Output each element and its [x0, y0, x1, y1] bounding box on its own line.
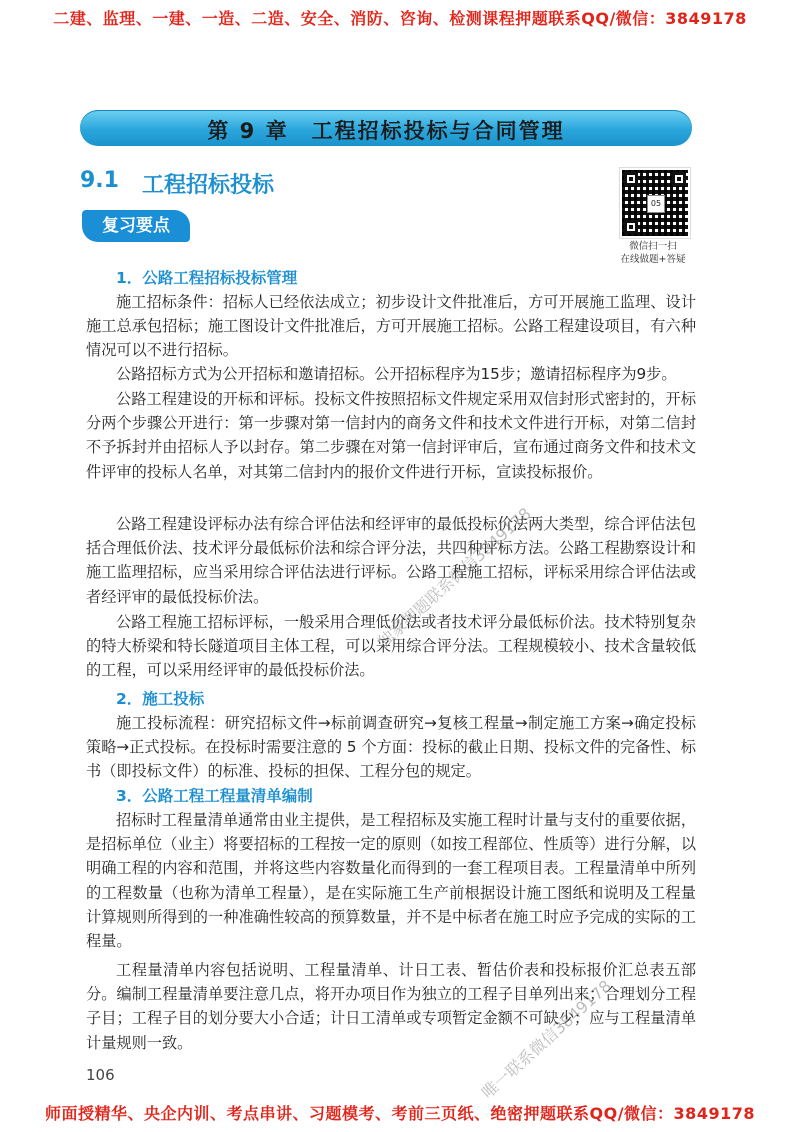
- subheading-bill-of-quantities: 3．公路工程工程量清单编制: [116, 787, 313, 805]
- qr-finder-pattern: [672, 172, 686, 186]
- paragraph-bidding-process: 施工投标流程：研究招标文件→标前调查研究→复核工程量→制定施工方案→确定投标策略→正式投标。在投标时需要注意的 5 个方面：投标的截止日期、投标文件的完备性、标书（即投标文件）的标准、投标的担保、工程分包的规定。: [86, 714, 696, 781]
- paragraph-construction-evaluation: 公路工程施工招标评标，一般采用合理低价法或者技术评分最低标价法。技术特别复杂的特大桥梁和特长隧道项目主体工程，可以采用综合评分法。工程规模较小、技术含量较低的工程，可以采用经评审的最低投标价法。: [86, 613, 696, 680]
- subheading-bidding-management: 1．公路工程招标投标管理: [116, 269, 298, 287]
- section-title: 工程招标投标: [142, 173, 275, 198]
- bottom-promo-banner: 师面授精华、央企内训、考点串讲、习题模考、考前三页纸、绝密押题联系QQ/微信：3849178: [45, 1104, 755, 1123]
- paragraph-bidding-conditions: 施工招标条件：招标人已经依法成立；初步设计文件批准后，方可开展施工监理、设计施工总承包招标；施工图设计文件批准后，方可开展施工招标。公路工程建设项目，有六种情况可以不进行招标。: [86, 293, 696, 360]
- watermark-footer: 唯一联系微信3849178: [478, 976, 616, 1103]
- qr-caption-online: 在线做题+答疑: [620, 254, 686, 265]
- page-number: 106: [86, 1066, 115, 1084]
- review-points-tag: 复习要点: [82, 210, 190, 242]
- subheading-construction-bidding: 2．施工投标: [116, 690, 205, 708]
- section-number: 9.1: [80, 168, 119, 193]
- qr-finder-pattern: [624, 172, 638, 186]
- paragraph-evaluation-methods: 公路工程建设评标办法有综合评估法和经评审的最低投标价法两大类型，综合评估法包括合理低价法、技术评分最低标价法和综合评分法，共四种评标方法。公路工程勘察设计和施工监理招标，应当采用综合评估法进行评标。公路工程施工招标，评标采用综合评估法或者经评审的最低投标价法。: [86, 515, 696, 606]
- qr-caption-scan: 微信扫一扫: [629, 241, 677, 252]
- qr-finder-pattern: [624, 220, 638, 234]
- paragraph-bill-definition: 招标时工程量清单通常由业主提供，是工程招标及实施工程时计量与支付的重要依据，是招标单位（业主）将要招标的工程按一定的原则（如按工程部位、性质等）进行分解，以明确工程的内容和范围，并将这些内容数量化而得到的一套工程项目表。工程量清单中所列的工程数量（也称为清单工程量），是在实际施工生产前根据设计施工图纸和说明及工程量计算规则所得到的一种准确性较高的预算数量，并不是中标者在施工时应予完成的实际的工程量。: [86, 811, 696, 951]
- qr-center-logo: 05: [647, 195, 665, 213]
- chapter-title-bar: [80, 110, 692, 146]
- qr-code[interactable]: [620, 168, 690, 238]
- watermark-diagonal: 独家押题联系微信3849178: [374, 503, 535, 652]
- paragraph-bid-opening: 公路工程建设的开标和评标。投标文件按照招标文件规定采用双信封形式密封的，开标分两个步骤公开进行：第一步骤对第一信封内的商务文件和技术文件进行开标，对第二信封不予拆封并由招标人予以封存。第二步骤在对第一信封评审后，宣布通过商务文件和技术文件评审的投标人名单，对其第二信封内的报价文件进行开标，宣读投标报价。: [86, 390, 696, 481]
- paragraph-bill-contents: 工程量清单内容包括说明、工程量清单、计日工表、暂估价表和投标报价汇总表五部分。编制工程量清单要注意几点，将开办项目作为独立的工程子目单列出来；合理划分工程子目；工程子目的划分要大小合适；计日工清单或专项暂定金额不可缺少；应与工程量清单计量规则一致。: [86, 961, 696, 1052]
- paragraph-bidding-methods: 公路招标方式为公开招标和邀请招标。公开招标程序为15步；邀请招标程序为9步。: [116, 365, 677, 383]
- chapter-title: 第 9 章 工程招标投标与合同管理: [207, 119, 565, 143]
- top-promo-banner: 二建、监理、一建、一造、二造、安全、消防、咨询、检测课程押题联系QQ/微信：3849178: [53, 9, 747, 28]
